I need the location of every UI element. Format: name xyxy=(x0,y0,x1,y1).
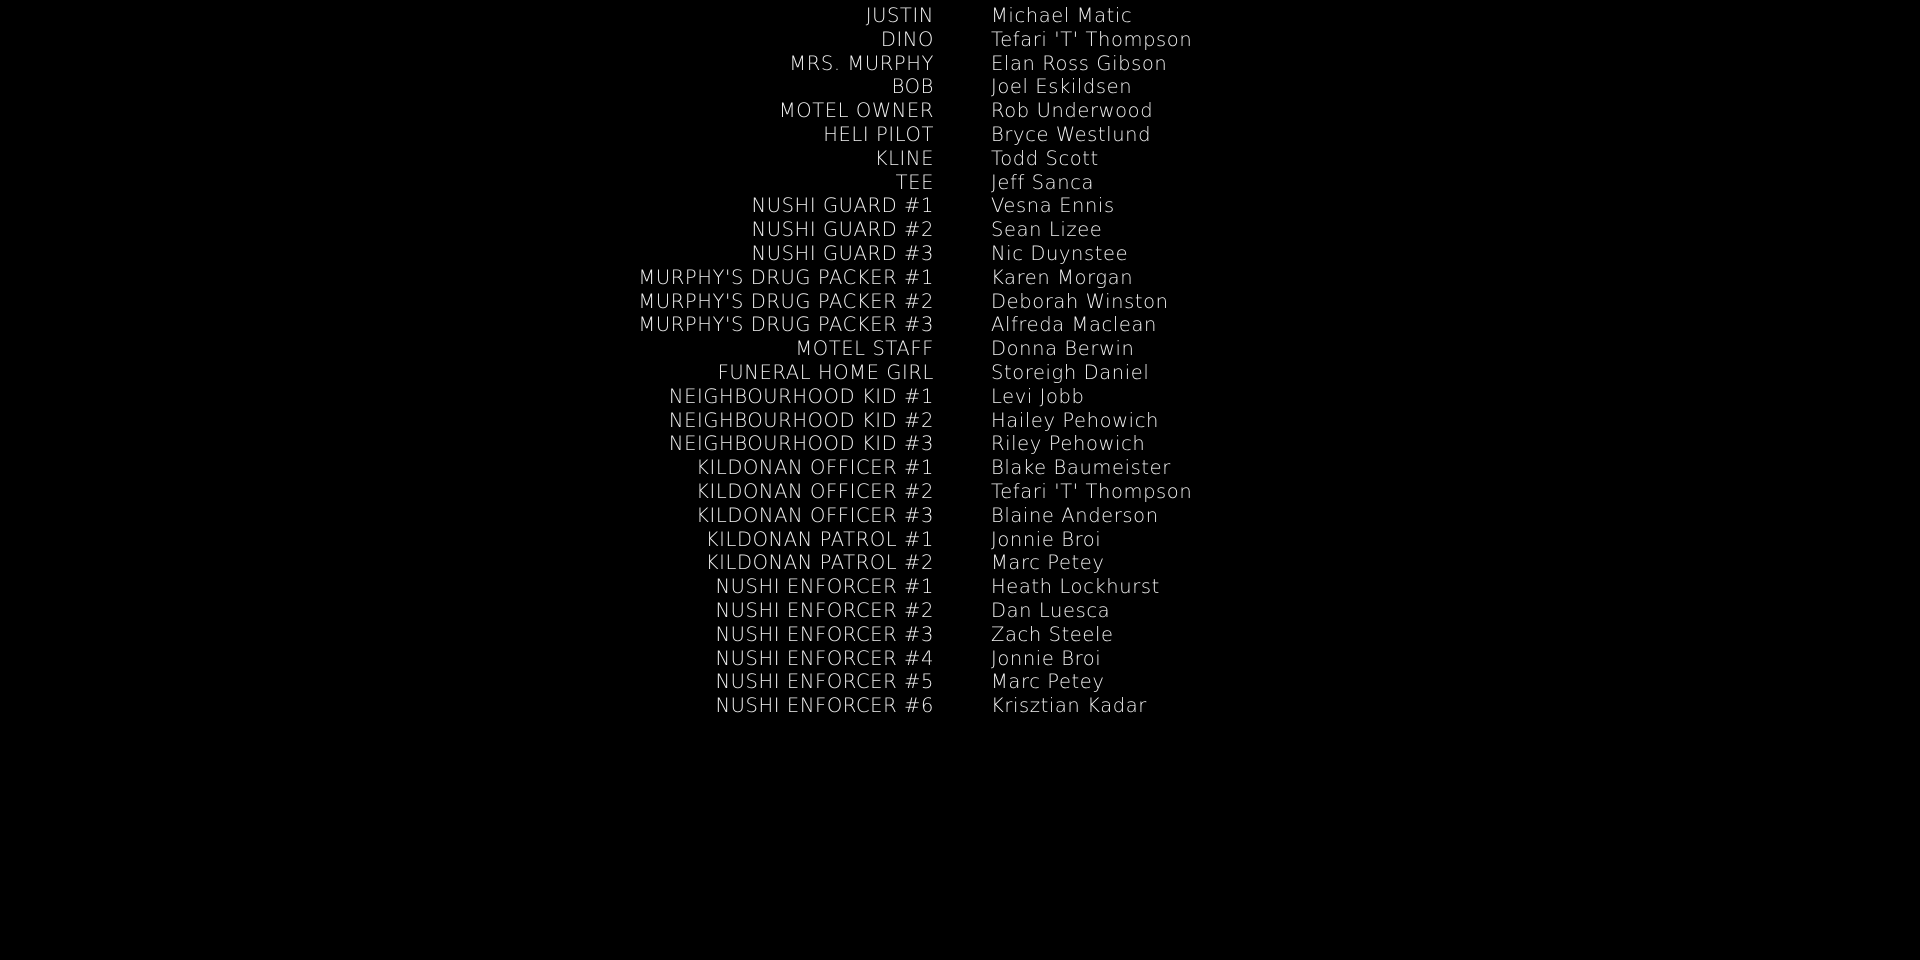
credit-role: KILDONAN OFFICER #2 xyxy=(696,479,934,503)
credit-role: FUNERAL HOME GIRL xyxy=(717,360,934,384)
credit-row xyxy=(0,575,1920,599)
credit-row xyxy=(0,694,1920,718)
credit-name: Hailey Pehowich xyxy=(991,408,1159,432)
credit-role: NEIGHBOURHOOD KID #2 xyxy=(668,408,934,432)
credit-name: Heath Lockhurst xyxy=(991,575,1160,599)
credit-role: NUSHI ENFORCER #1 xyxy=(715,575,934,599)
credit-row xyxy=(0,361,1920,385)
credit-row xyxy=(0,647,1920,671)
credit-name: Riley Pehowich xyxy=(991,432,1146,456)
credit-name: Elan Ross Gibson xyxy=(991,51,1168,75)
credit-row xyxy=(0,551,1920,575)
credits-list xyxy=(0,4,1920,718)
credit-name: Rob Underwood xyxy=(991,99,1154,123)
credit-role: KILDONAN PATROL #1 xyxy=(705,527,934,551)
credit-row xyxy=(0,599,1920,623)
credit-role: NUSHI GUARD #2 xyxy=(751,218,934,242)
credit-name: Sean Lizee xyxy=(991,218,1103,242)
credit-name: Tefari 'T' Thompson xyxy=(991,479,1193,503)
credit-name: Deborah Winston xyxy=(991,289,1169,313)
credit-row xyxy=(0,147,1920,171)
credit-name: Donna Berwin xyxy=(991,337,1135,361)
credit-role: KLINE xyxy=(874,146,934,170)
credit-role: JUSTIN xyxy=(865,4,934,27)
credit-name: Krisztian Kadar xyxy=(991,694,1147,718)
credit-role: BOB xyxy=(891,75,934,99)
credit-role: NUSHI GUARD #3 xyxy=(751,241,934,265)
credit-row xyxy=(0,409,1920,433)
credit-role: MURPHY'S DRUG PACKER #1 xyxy=(638,265,934,289)
credit-role: KILDONAN OFFICER #3 xyxy=(696,503,934,527)
credit-name: Blaine Anderson xyxy=(991,503,1159,527)
credit-role: MURPHY'S DRUG PACKER #2 xyxy=(638,289,934,313)
credit-role: TEE xyxy=(895,170,934,194)
credit-role: KILDONAN OFFICER #1 xyxy=(696,456,934,480)
credit-row xyxy=(0,456,1920,480)
credit-row xyxy=(0,313,1920,337)
credit-name: Jeff Sanca xyxy=(991,170,1095,194)
credit-name: Blake Baumeister xyxy=(991,456,1171,480)
credit-role: MRS. MURPHY xyxy=(789,51,934,75)
credit-role: NEIGHBOURHOOD KID #1 xyxy=(668,384,934,408)
credit-role: KILDONAN PATROL #2 xyxy=(705,551,934,575)
credit-name: Zach Steele xyxy=(991,622,1114,646)
credit-row xyxy=(0,670,1920,694)
credit-name: Bryce Westlund xyxy=(991,122,1152,146)
credit-row xyxy=(0,171,1920,195)
credit-row xyxy=(0,504,1920,528)
credit-role: NUSHI ENFORCER #2 xyxy=(715,598,934,622)
credit-name: Vesna Ennis xyxy=(991,194,1115,218)
credit-row xyxy=(0,52,1920,76)
credit-name: Karen Morgan xyxy=(991,265,1134,289)
credit-role: HELI PILOT xyxy=(823,122,934,146)
credit-row xyxy=(0,75,1920,99)
credit-row xyxy=(0,4,1920,28)
credit-row xyxy=(0,123,1920,147)
credit-name: Marc Petey xyxy=(991,670,1105,694)
credit-role: NUSHI GUARD #1 xyxy=(751,194,934,218)
credit-row xyxy=(0,242,1920,266)
credit-name: Todd Scott xyxy=(991,146,1099,170)
credit-row xyxy=(0,528,1920,552)
credit-name: Jonnie Broi xyxy=(991,527,1102,551)
credit-role: NUSHI ENFORCER #6 xyxy=(715,694,934,718)
credit-name: Nic Duynstee xyxy=(991,241,1129,265)
credit-row xyxy=(0,623,1920,647)
credit-name: Dan Luesca xyxy=(991,598,1111,622)
credit-row xyxy=(0,266,1920,290)
credit-role: DINO xyxy=(880,27,934,51)
credit-row xyxy=(0,432,1920,456)
credit-role: MOTEL OWNER xyxy=(778,99,934,123)
credit-role: NEIGHBOURHOOD KID #3 xyxy=(668,432,934,456)
credit-role: MURPHY'S DRUG PACKER #3 xyxy=(638,313,934,337)
credit-name: Levi Jobb xyxy=(991,384,1085,408)
credit-row xyxy=(0,99,1920,123)
credit-row xyxy=(0,28,1920,52)
credit-row xyxy=(0,290,1920,314)
credit-name: Michael Matic xyxy=(991,4,1133,27)
credit-row xyxy=(0,194,1920,218)
credit-role: MOTEL STAFF xyxy=(795,337,934,361)
credit-role: NUSHI ENFORCER #5 xyxy=(715,670,934,694)
credit-row xyxy=(0,385,1920,409)
credit-row xyxy=(0,218,1920,242)
credit-name: Storeigh Daniel xyxy=(991,360,1150,384)
credit-role: NUSHI ENFORCER #3 xyxy=(715,622,934,646)
credit-role: NUSHI ENFORCER #4 xyxy=(715,646,934,670)
credit-name: Marc Petey xyxy=(991,551,1105,575)
credit-name: Alfreda Maclean xyxy=(991,313,1157,337)
credit-row xyxy=(0,480,1920,504)
credit-name: Tefari 'T' Thompson xyxy=(991,27,1193,51)
credit-row xyxy=(0,337,1920,361)
credit-name: Joel Eskildsen xyxy=(991,75,1133,99)
credit-name: Jonnie Broi xyxy=(991,646,1102,670)
